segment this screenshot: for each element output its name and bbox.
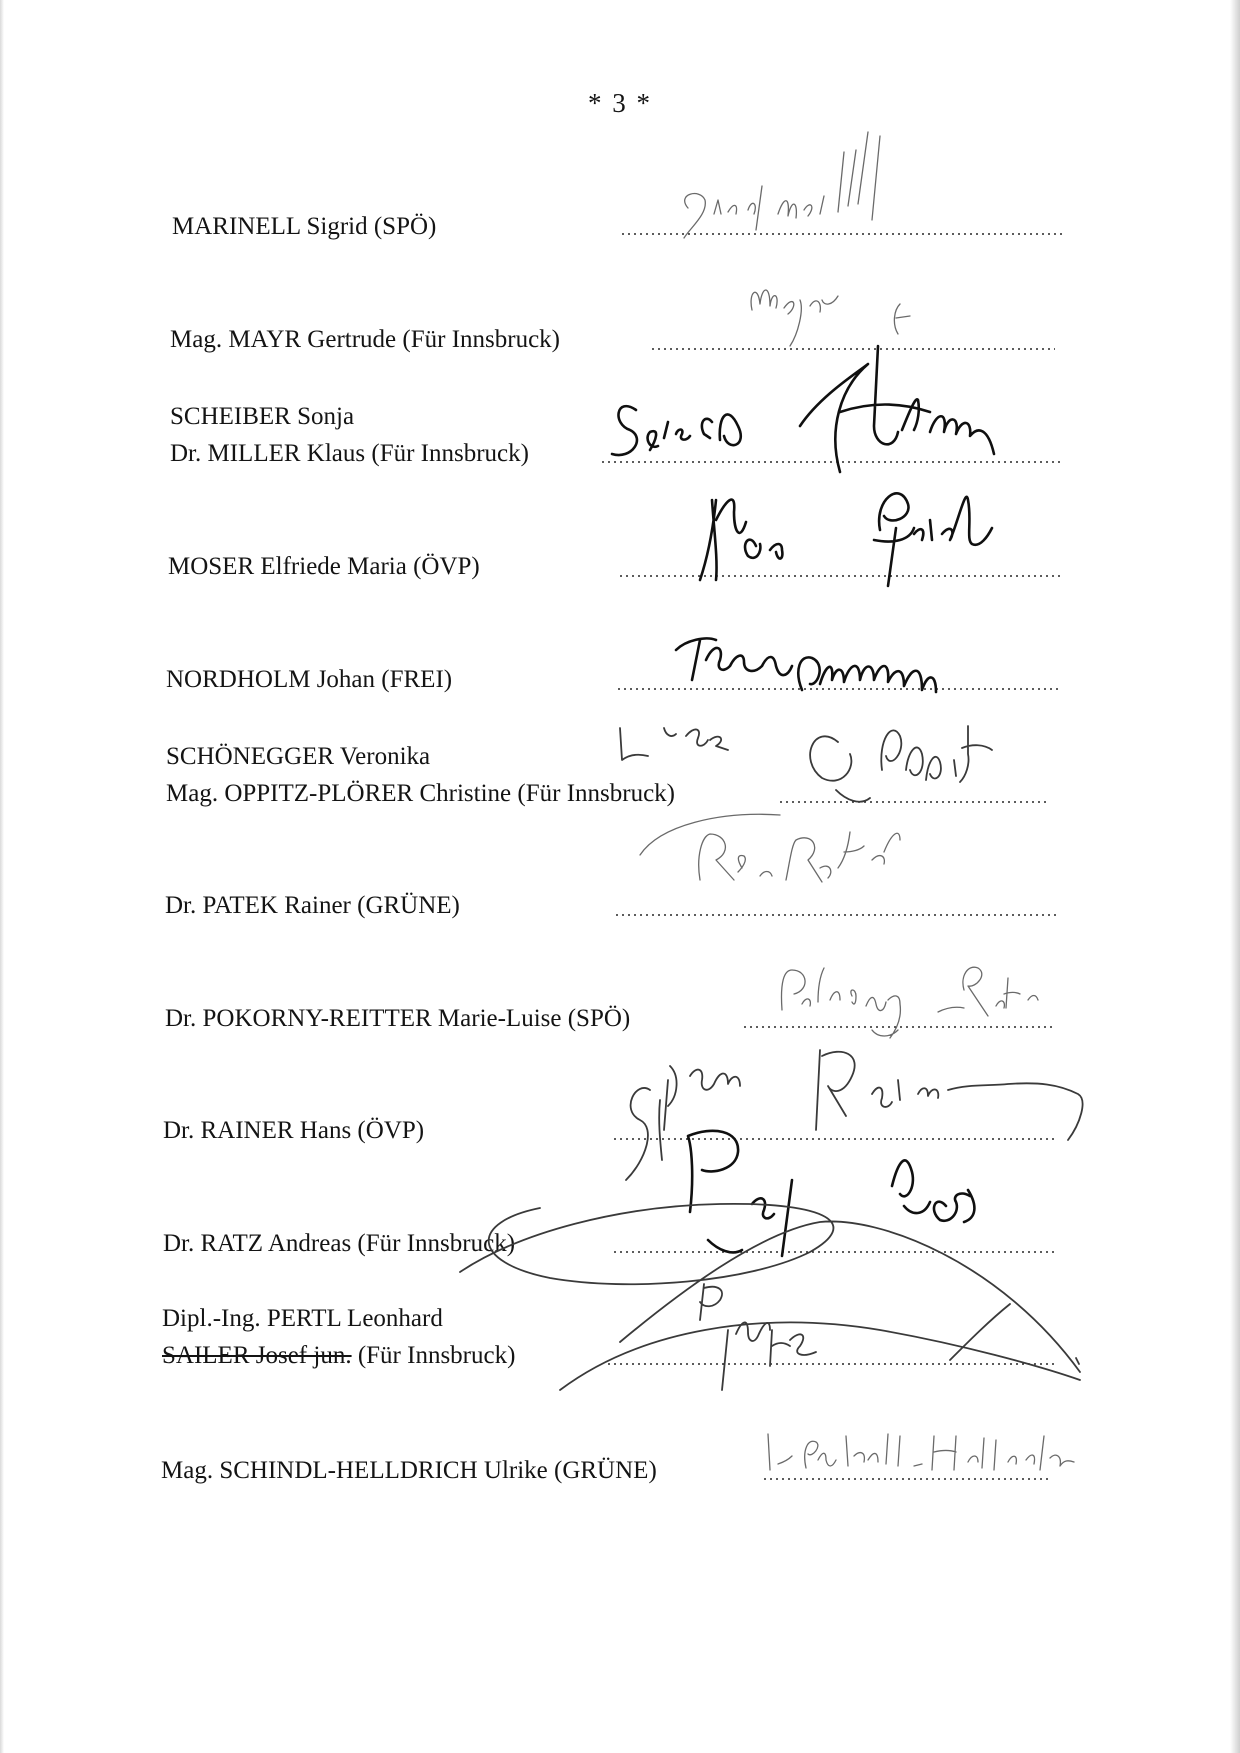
signatory-moser xyxy=(168,548,480,585)
signatory-name: Dr. POKORNY-REITTER Marie-Luise (SPÖ) xyxy=(165,1005,631,1032)
signatory-nordholm xyxy=(166,661,452,698)
signatory-name: Dr. RAINER Hans (ÖVP) xyxy=(163,1117,425,1144)
signature-schoenegger-oppitz xyxy=(620,726,992,802)
signature-line xyxy=(618,575,1060,577)
signature-moser xyxy=(700,493,992,586)
page-number: * 3 * xyxy=(588,88,652,118)
signature-ratz xyxy=(688,1131,974,1256)
signatory-name: MOSER Elfriede Maria (ÖVP) xyxy=(168,553,480,580)
signature-line xyxy=(612,1251,1055,1253)
signatory-name: Dr. PATEK Rainer (GRÜNE) xyxy=(165,892,460,919)
signatory-party: (Für Innsbruck) xyxy=(357,1342,516,1369)
signatory-schoenegger-oppitz xyxy=(166,738,675,812)
signatory-name: MARINELL Sigrid (SPÖ) xyxy=(172,213,437,240)
signature-line xyxy=(650,348,1055,350)
scan-edge-right xyxy=(1230,0,1240,1753)
signatory-schindl xyxy=(161,1452,657,1489)
struck-signatory-name: SAILER Josef jun. xyxy=(162,1342,352,1369)
signature-rainer xyxy=(626,1050,1083,1180)
signatory-name: Dipl.-Ing. PERTL Leonhard xyxy=(162,1305,443,1332)
signature-line xyxy=(778,801,1050,803)
signatory-name: Dr. RATZ Andreas (Für Innsbruck) xyxy=(163,1230,516,1257)
signatory-name: SCHÖNEGGER Veronika xyxy=(166,743,431,770)
signatory-name: Mag. SCHINDL-HELLDRICH Ulrike (GRÜNE) xyxy=(161,1457,657,1484)
signature-scheiber-miller xyxy=(612,346,994,472)
signatory-ratz xyxy=(163,1225,515,1262)
signature-schindl xyxy=(768,1434,1074,1470)
signatory-patek xyxy=(165,887,460,924)
signatory-name: Dr. MILLER Klaus (Für Innsbruck) xyxy=(170,440,529,467)
signatory-pertl-sailer xyxy=(162,1300,515,1374)
signature-mayr xyxy=(751,290,910,346)
signature-patek xyxy=(640,814,900,882)
signature-line xyxy=(614,914,1058,916)
signature-line xyxy=(762,1478,1050,1480)
signature-line xyxy=(742,1026,1054,1028)
scan-edge-left xyxy=(0,0,4,1753)
signatory-rainer xyxy=(163,1112,424,1149)
signatory-marinell xyxy=(172,208,436,245)
signatory-name: SCHEIBER Sonja xyxy=(170,403,355,430)
signatory-pokorny xyxy=(165,1000,630,1037)
signature-marinell xyxy=(684,132,880,238)
signature-line xyxy=(606,1363,1054,1365)
signatory-name: Mag. MAYR Gertrude (Für Innsbruck) xyxy=(170,326,560,353)
signatory-mayr xyxy=(170,321,560,358)
signature-nordholm xyxy=(676,638,936,692)
signature-line xyxy=(620,233,1065,235)
signature-line xyxy=(616,688,1060,690)
signatory-name: Mag. OPPITZ-PLÖRER Christine (Für Innsbruck) xyxy=(166,780,675,807)
signature-line xyxy=(600,461,1060,463)
signatory-name: NORDHOLM Johan (FREI) xyxy=(166,666,453,693)
signatory-scheiber-miller xyxy=(170,398,529,472)
signature-line xyxy=(612,1138,1055,1140)
